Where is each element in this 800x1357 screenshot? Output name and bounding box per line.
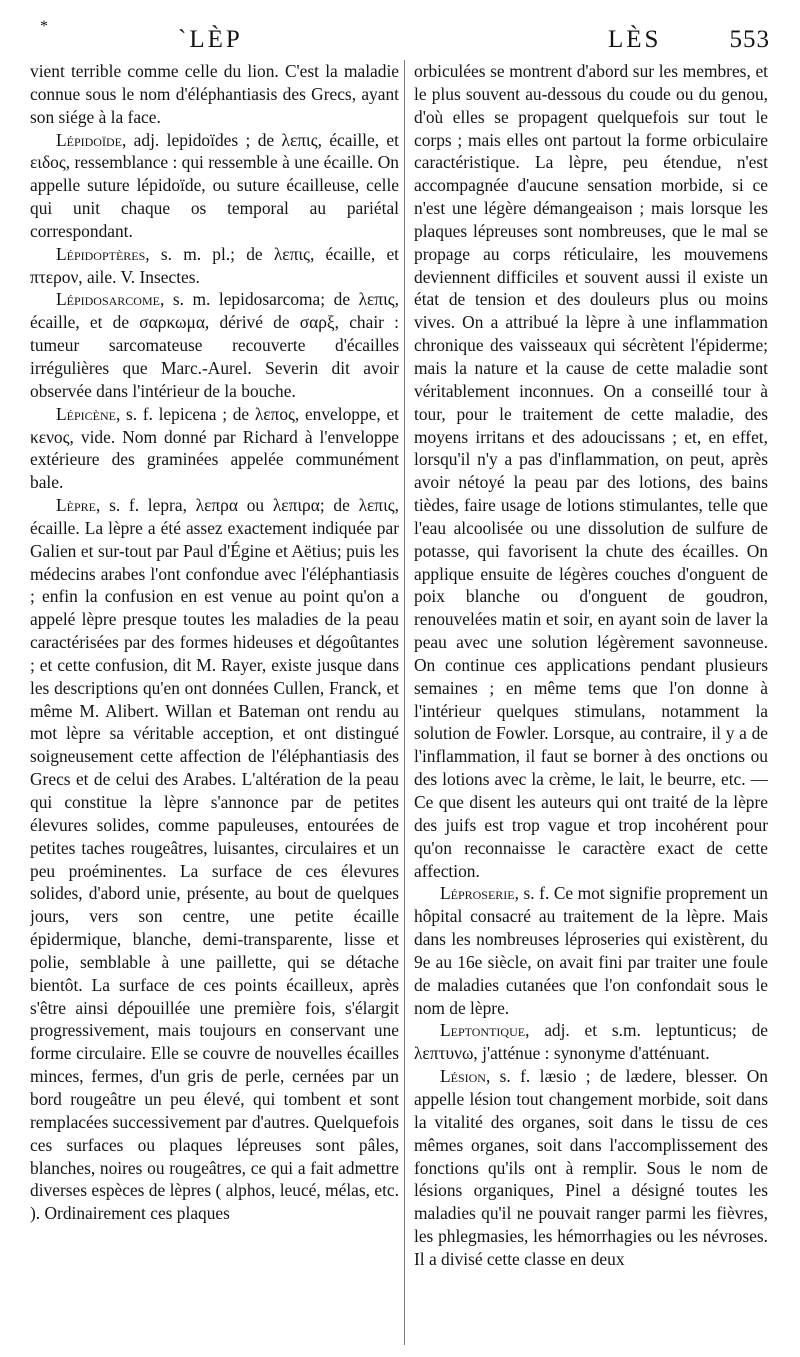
entry-lepidopteres [30,243,399,289]
entry-leptontique [414,1019,768,1065]
entry-lepidoide [30,129,399,243]
entry-lepre [30,494,399,1225]
entry-lepicene [30,403,399,494]
headword: Léproserie [440,883,515,904]
headword: Leptontique [440,1020,526,1041]
entry-text: vient terrible comme celle du lion. C'est la maladie connue sous le nom d'éléphantiasis des Grecs, ayant son siége à la face. [30,61,399,127]
page-number: 553 [729,26,770,53]
entry-leproserie [414,882,768,1019]
headword: Lésion [440,1066,486,1087]
entry-lepre-cont [414,60,768,882]
header-left-guide-word: `LÈP [178,26,243,53]
right-column [414,60,768,1347]
left-column [30,60,399,1347]
entry-text: , adj. lepidoïdes ; de λεπις, écaille, et ειδος, ressemblance : qui ressemble à une écaille. On appelle suture lépidoïde, ou suture écailleuse, celle qui unit chaque os temporal au pariétal correspondant. [30,129,399,241]
headword: Lépicène [56,403,116,424]
header-right-guide-word: LÈS [608,26,662,53]
column-divider [404,60,405,1345]
entry-text: , s. m. pl.; de λεπις, écaille, et πτερον, aile. V. Insectes. [30,243,399,287]
running-header [40,18,770,60]
entry-text: , s. f. lepicena ; de λεπος, enveloppe, et κενος, vide. Nom donné par Richard à l'enveloppe extérieure des graminées appelée communément bale. [30,403,399,493]
headword: Lépidosarcome [56,289,160,310]
printer-mark: * [40,18,51,35]
entry-continuation [30,60,399,129]
entry-lesion [414,1065,768,1271]
entry-text: , s. m. lepidosarcoma; de λεπις, écaille, et de σαρκωμα, dérivé de σαρξ, chair : tumeur sarcomateuse recouverte d'écailles irrégulières que Marc.-Aurel. Severin dit avoir observée dans l'intérieur de la bouche. [30,289,399,401]
entry-text: , s. f. Ce mot signifie proprement un hôpital consacré au traitement de la lèpre. Mais dans les nombreuses léproseries qui existèrent, du 9e au 16e siècle, on avait fini par traiter une foule de maladies cutanées que l'on confondait sous le nom de lèpre. [414,883,768,1018]
entry-lepidosarcome [30,288,399,402]
entry-text: , s. f. læsio ; de lædere, blesser. On appelle lésion tout changement morbide, soit dans la vitalité des organes, soit dans le tissu de ces mêmes organes, soit dans l'accomplissement des fonctions qu'ils ont à remplir. Sous le nom de lésions organiques, Pinel a désigné toutes les maladies qu'il ne pouvait ranger parmi les fièvres, les phlegmasies, les hémorrhagies ou les névroses. Il a divisé cette classe en deux [414,1066,768,1269]
headword: Lépidoïde [56,129,122,150]
entry-text: , s. f. lepra, λεπρα ou λεπιρα; de λεπις, écaille. La lèpre a été assez exactement indiquée par Galien et sur-tout par Paul d'Égine et Aëtius; puis les médecins arabes l'ont confondue avec l'éléphantiasis ; enfin la confusion en est venue au point qu'on a appelé lèpre presque toutes les maladies de la peau caractérisées par des formes hideuses et dégoûtantes ; et cette confusion, dit M. Rayer, existe jusque dans les descriptions qu'en ont données Cullen, Franck, et même M. Alibert. Willan et Bateman ont rendu au mot lèpre sa véritable acception, et ont distingué soigneusement cette affection de l'éléphantiasis des Grecs et de celui des Arabes. L'altération de la peau qui constitue la lèpre s'annonce par de petites élevures solides, comme papuleuses, entourées de petites taches rougeâtres, luisantes, circulaires et un peu proéminentes. La surface de ces élevures solides, d'abord unie, présente, au bout de quelques jours, vers son centre, une petite écaille épidermique, blanche, demi-transparente, lisse et polie, semblable à une paillette, qui se détache bientôt. La surface de ces points écailleux, après s'être ainsi dépouillée une première fois, s'élargit progressivement, mais toujours en conservant une forme circulaire. Elle se couvre de nouvelles écailles minces, fermes, d'un gris de perle, cernées par un bord rougeâtre un peu élevé, qui tombent et sont remplacées successivement par d'autres. Quelquefois ces surfaces ou plaques lépreuses sont pâles, blanches, noires ou rougeâtres, ce qui a fait admettre diverses espèces de lèpres ( alphos, leucé, mélas, etc. ). Ordinairement ces plaques [30,495,399,1224]
headword: Lépidoptères [56,243,146,264]
entry-text: orbiculées se montrent d'abord sur les membres, et le plus souvent au-dessous du coude ou du genou, d'où elles se propagent quelquefois sur tout le corps ; mais elles ont partout la forme orbiculaire caractéristique. La lèpre, peu étendue, n'est accompagnée d'aucune sensation morbide, si ce n'est une légère démangeaison ; mais lorsque les plaques lépreuses sont nombreuses, que le mal se propage au corps réticulaire, les mouvemens deviennent difficiles et souvent aussi il existe un état de tension et des douleurs plus ou moins vives. On a attribué la lèpre à une inflammation chronique des vaisseaux qui sécrètent l'épiderme; mais la nature et la cause de cette maladie sont véritablement inconnues. On a conseillé tour à tour, pour le traitement de cette maladie, des moyens irritans et des adoucissans ; et, en effet, lorsqu'il n'y a pas d'inflammation, on peut, après avoir nétoyé la peau par des lotions, des bains tièdes, faire usage de lotions stimulantes, telle que l'eau alcoolisée ou une dissolution de sulfure de potasse, qui favorisent la chute des écailles. On applique ensuite de légères couches d'onguent de poix blanche ou d'onguent de goudron, renouvelées matin et soir, en ayant soin de laver la peau avec une solution légèrement savonneuse. On continue ces applications pendant plusieurs semaines ; en même tems que l'on donne à l'intérieur quelques stimulans, notamment la solution de Fowler. Lorsque, au contraire, il y a de l'inflammation, il faut se borner à des onctions ou des lotions avec la crème, le lait, le beurre, etc. — Ce que disent les auteurs qui ont traité de la lèpre des juifs est trop vague et trop incohérent pour qu'on reconnaisse le caractère exact de cette affection. [414,61,768,881]
entry-text: , adj. et s.m. leptunticus; de λεπτυνω, j'atténue : synonyme d'atténuant. [414,1020,768,1064]
headword: Lèpre [56,495,96,516]
